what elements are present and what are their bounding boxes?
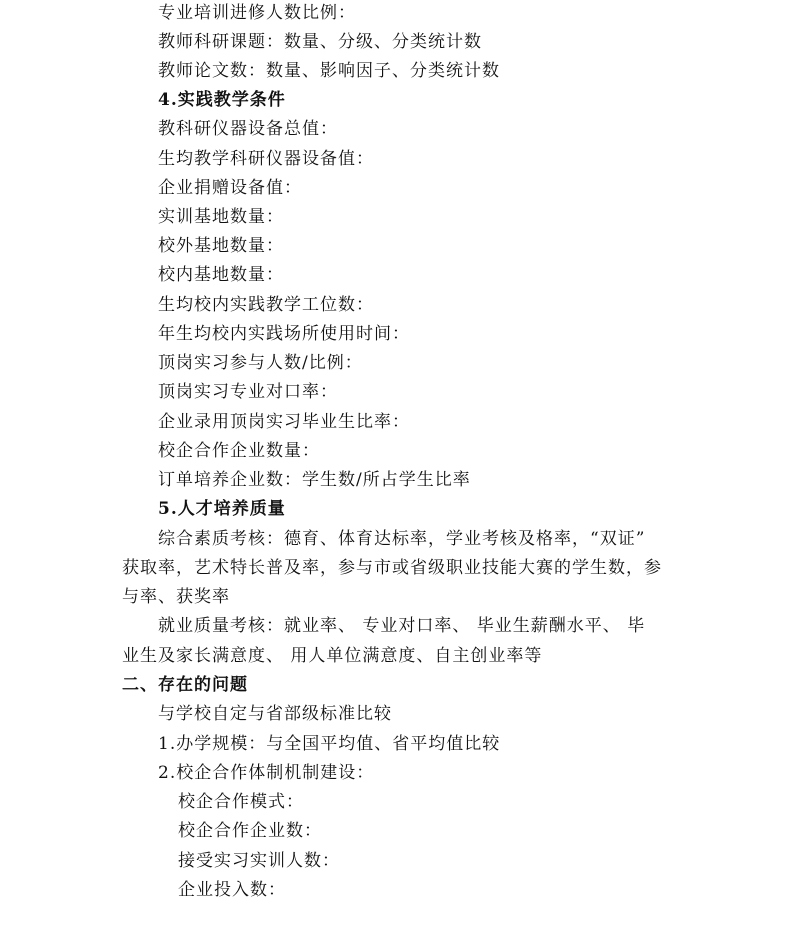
text-line: 校企合作企业数量： — [158, 441, 320, 461]
subsection-heading: 4.实践教学条件 — [158, 90, 286, 110]
text-line: 校企合作模式： — [178, 792, 304, 812]
text-line: 顶岗实习参与人数/比例： — [158, 353, 363, 373]
text-line: 2.校企合作体制机制建设： — [158, 763, 375, 783]
text-line: 年生均校内实践场所使用时间： — [158, 324, 410, 344]
paragraph-line: 就业质量考核：就业率、 专业对口率、 毕业生薪酬水平、 毕 — [158, 616, 646, 636]
text-line: 生均教学科研仪器设备值： — [158, 149, 374, 169]
section-heading: 二、存在的问题 — [122, 675, 248, 695]
text-line: 顶岗实习专业对口率： — [158, 382, 338, 402]
text-line: 企业投入数： — [178, 880, 286, 900]
text-line: 订单培养企业数：学生数/所占学生比率 — [158, 470, 471, 490]
text-line: 教师科研课题：数量、分级、分类统计数 — [158, 32, 482, 52]
paragraph-line: 获取率，艺术特长普及率，参与市或省级职业技能大赛的学生数，参 — [122, 558, 662, 578]
text-line: 接受实习实训人数： — [178, 851, 340, 871]
text-line: 校内基地数量： — [158, 265, 284, 285]
text-line: 企业捐赠设备值： — [158, 178, 302, 198]
subsection-heading: 5.人才培养质量 — [158, 499, 286, 519]
text-line: 专业培训进修人数比例： — [158, 3, 356, 23]
text-line: 校外基地数量： — [158, 236, 284, 256]
text-line: 与学校自定与省部级标准比较 — [158, 704, 392, 724]
paragraph-line: 业生及家长满意度、 用人单位满意度、自主创业率等 — [122, 646, 543, 666]
text-line: 教科研仪器设备总值： — [158, 119, 338, 139]
text-line: 生均校内实践教学工位数： — [158, 295, 374, 315]
text-line: 教师论文数：数量、影响因子、分类统计数 — [158, 61, 500, 81]
text-line: 1.办学规模：与全国平均值、省平均值比较 — [158, 734, 501, 754]
text-line: 企业录用顶岗实习毕业生比率： — [158, 412, 410, 432]
text-line: 实训基地数量： — [158, 207, 284, 227]
paragraph-line: 综合素质考核：德育、体育达标率，学业考核及格率，“双证” — [158, 529, 646, 549]
paragraph-line: 与率、获奖率 — [122, 587, 230, 607]
text-line: 校企合作企业数： — [178, 821, 322, 841]
